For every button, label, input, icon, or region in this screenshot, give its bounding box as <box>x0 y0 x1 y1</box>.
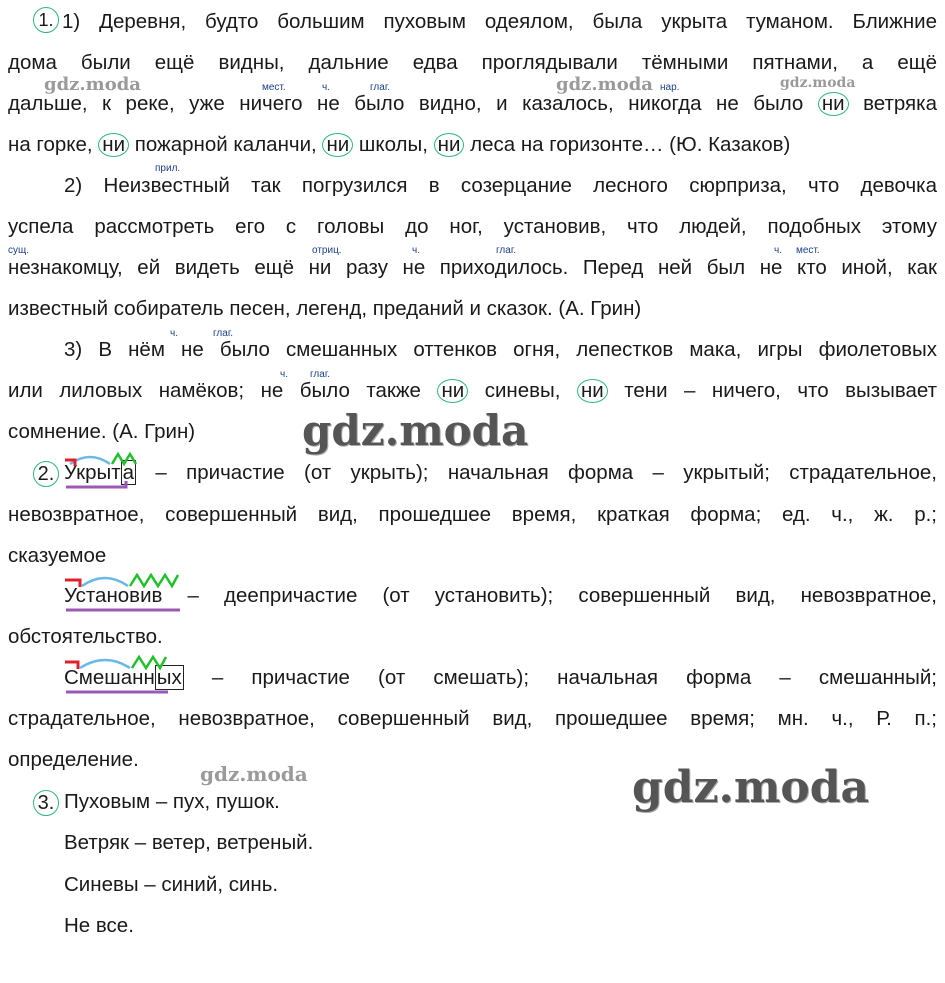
text2-line-3: незнакомцу, ей видеть ещё ни разу не приходилось. Перед ней был не кто иной, как <box>8 256 937 279</box>
text-span: синевы, <box>484 379 561 402</box>
note-pos: ч. <box>170 328 178 339</box>
text-span: – причастие (от укрыть); начальная форма – укрытый; страдательное, <box>136 461 937 484</box>
text-span: или лиловых намёков; не было также <box>8 379 421 402</box>
text-span: на горке, <box>8 133 93 156</box>
note-pos: ч. <box>280 369 288 380</box>
note-pos: мест. <box>796 245 820 256</box>
task2-item2-line-2: обстоятельство. <box>8 625 163 648</box>
task-number-3: 3. <box>33 790 59 816</box>
task3-line-1: Пуховым – пух, пушок. <box>64 790 280 813</box>
circled-particle: ни <box>98 133 129 157</box>
root-arc-mark <box>80 660 130 668</box>
note-pos: ч. <box>412 245 420 256</box>
watermark: gdz.moda <box>632 762 870 813</box>
text-span: дальше, к реке, уже ничего не было видно, и казалось, никогда не было <box>8 92 804 115</box>
note-pos: глаг. <box>496 245 517 256</box>
analyzed-word-root: Смешанн <box>64 666 155 689</box>
suffix-mark <box>112 454 136 464</box>
watermark: gdz.moda <box>44 74 141 95</box>
note-pos: ч. <box>774 245 782 256</box>
circled-particle: ни <box>818 92 849 116</box>
task2-item1-line-3: сказуемое <box>8 544 107 567</box>
text-span: – деепричастие (от установить); совершенный вид, невозвратное, <box>162 584 937 607</box>
watermark: gdz.moda <box>200 762 308 786</box>
text-span: – причастие (от смешать); начальная форма – смешанный; <box>183 666 937 689</box>
task2-item3-line-3: определение. <box>8 748 139 771</box>
task3-line-3: Синевы – синий, синь. <box>64 873 279 896</box>
circled-particle: ни <box>577 379 608 403</box>
note-pos: мест. <box>262 82 286 93</box>
text1-line-1: 1) Деревня, будто большим пуховым одеялом, была укрыта туманом. Ближние <box>62 10 937 33</box>
note-pos: отриц. <box>312 245 342 256</box>
watermark: gdz.moda <box>780 75 856 91</box>
text-span: пожарной каланчи, <box>134 133 317 156</box>
text2-line-2: успела рассмотреть его с головы до ног, установив, что людей, подобных этому <box>8 215 937 238</box>
note-pos: глаг. <box>310 369 331 380</box>
text2-line-1: 2) Неизвестный так погрузился в созерцание лесного сюрприза, что девочка <box>64 174 937 197</box>
task3-line-2: Ветряк – ветер, ветреный. <box>64 831 314 854</box>
watermark: gdz.moda <box>556 74 653 95</box>
prefix-mark <box>65 662 78 669</box>
analyzed-word-root: Укрыт <box>64 461 121 484</box>
text-span: ветряка <box>863 92 937 115</box>
text2-line-4: известный собиратель песен, легенд, преданий и сказок. (А. Грин) <box>8 297 642 320</box>
circled-particle: ни <box>434 133 465 157</box>
circled-particle: ни <box>322 133 353 157</box>
note-pos: сущ. <box>8 245 30 256</box>
analyzed-word-ending: а <box>122 461 135 484</box>
analyzed-word-ending: ых <box>156 666 182 689</box>
text-span: школы, <box>358 133 428 156</box>
note-pos: глаг. <box>370 82 391 93</box>
task2-item1-line-2: невозвратное, совершенный вид, прошедшее время, краткая форма; ед. ч., ж. р.; <box>8 503 937 526</box>
text1-line-2: дома были ещё видны, дальние едва проглядывали тёмными пятнами, а ещё <box>8 51 937 74</box>
task-number-1: 1. <box>33 7 59 33</box>
suffix-mark <box>130 575 178 586</box>
suffix-mark <box>132 657 166 668</box>
text-span: леса на горизонте… (Ю. Казаков) <box>470 133 791 156</box>
task-number-2: 2. <box>33 461 59 487</box>
base-underline <box>66 481 126 487</box>
task3-line-4: Не все. <box>64 914 134 937</box>
watermark: gdz.moda <box>302 406 529 455</box>
note-pos: прил. <box>155 163 181 174</box>
note-pos: нар. <box>660 82 680 93</box>
circled-particle: ни <box>437 379 468 403</box>
note-pos: глаг. <box>213 328 234 339</box>
prefix-mark <box>65 580 80 587</box>
text3-line-1: 3) В нём не было смешанных оттенков огня, лепестков мака, игры фиолетовых <box>64 338 937 361</box>
text-span: тени – ничего, что вызывает <box>624 379 938 402</box>
text3-line-3: сомнение. (А. Грин) <box>8 420 196 443</box>
root-arc-mark <box>82 578 128 586</box>
task2-item3-line-2: страдательное, невозвратное, совершенный вид, прошедшее время; мн. ч., Р. п.; <box>8 707 937 730</box>
note-pos: ч. <box>322 82 330 93</box>
analyzed-word: Установив <box>64 584 163 607</box>
